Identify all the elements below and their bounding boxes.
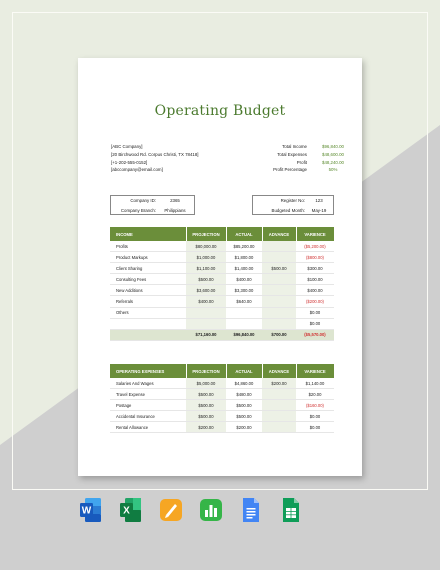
table-cell: $0.00 <box>296 318 334 329</box>
table-row <box>110 307 334 318</box>
summary-row <box>250 151 359 159</box>
table-cell: $1,800.00 <box>226 252 262 263</box>
word-letter: W <box>81 505 92 517</box>
row-label <box>110 318 186 329</box>
summary-label: Profit <box>296 159 307 165</box>
excel-icon[interactable] <box>120 497 142 523</box>
row-label: Travel Expense <box>110 389 186 400</box>
row-label: Product Markups <box>110 252 186 263</box>
column-header: PROJECTION <box>186 227 226 241</box>
info-value: Philippians <box>164 207 186 213</box>
total-cell: ($5,570.00) <box>296 329 334 340</box>
column-header: VARIENCE <box>296 227 334 241</box>
total-cell: $96,840.00 <box>226 329 262 340</box>
pages-icon[interactable] <box>160 497 182 523</box>
summary-row <box>250 159 359 167</box>
row-label: Salaries And Wages <box>110 378 186 389</box>
summary-value: 50% <box>328 167 338 173</box>
row-label: Rental Allowance <box>110 422 186 433</box>
summary-label: Total Income <box>282 144 307 149</box>
register-info-box <box>252 195 334 215</box>
table-cell: $80,000.00 <box>186 241 226 252</box>
google-sheets-icon[interactable] <box>280 497 302 523</box>
file-format-icons <box>0 497 440 527</box>
company-name: [ABC Company] <box>111 144 143 149</box>
table-row <box>110 318 334 329</box>
table-cell: $1,400.00 <box>226 263 262 274</box>
table-row <box>110 422 334 433</box>
table-cell <box>262 411 296 422</box>
row-label: Accidental Insurance <box>110 411 186 422</box>
table-cell: $0.00 <box>296 307 334 318</box>
total-cell <box>110 329 186 340</box>
info-label: Register No: <box>280 198 305 204</box>
table-cell <box>262 307 296 318</box>
column-header: VARIENCE <box>296 364 334 378</box>
table-cell <box>262 400 296 411</box>
numbers-icon[interactable] <box>200 497 222 523</box>
table-cell: $500.00 <box>226 411 262 422</box>
table-cell: $20.00 <box>296 389 334 400</box>
summary-value: $96,840.00 <box>322 144 344 149</box>
table-cell: ($800.00) <box>296 252 334 263</box>
company-email: [abccompany@email.com] <box>111 167 163 173</box>
column-header: ACTUAL <box>226 227 262 241</box>
summary-row <box>250 166 359 174</box>
table-cell: $480.00 <box>226 389 262 400</box>
summary-value: $48,600.00 <box>322 151 344 157</box>
total-cell: $700.00 <box>262 329 296 340</box>
table-cell: $1,000.00 <box>186 252 226 263</box>
table-cell: $4,860.00 <box>226 378 262 389</box>
info-value: May-19 <box>311 207 327 213</box>
table-cell: $3,600.00 <box>186 285 226 296</box>
table-row <box>110 274 334 285</box>
row-label: Consulting Fees <box>110 274 186 285</box>
total-row <box>110 329 334 340</box>
summary-label: Total Expenses <box>277 151 307 157</box>
table-cell <box>262 285 296 296</box>
company-info-box <box>110 195 195 215</box>
info-label: Company Branch: <box>120 207 156 213</box>
summary-label: Profit Percentage <box>273 167 307 173</box>
table-row <box>110 241 334 252</box>
table-cell: $400.00 <box>186 296 226 307</box>
google-docs-icon[interactable] <box>240 497 262 523</box>
table-cell <box>262 241 296 252</box>
info-label: Company ID: <box>130 198 156 204</box>
expenses-header-row <box>110 364 334 378</box>
table-cell <box>226 307 262 318</box>
table-cell: ($160.00) <box>296 400 334 411</box>
company-address: [20 Birchwood Rd. Corpus Christi, TX 78418] <box>111 151 199 157</box>
table-cell: $500.00 <box>186 389 226 400</box>
row-label: Client Sharing <box>110 263 186 274</box>
info-label: Budgeted Month: <box>271 207 305 213</box>
table-cell <box>262 296 296 307</box>
table-row <box>110 378 334 389</box>
document-title: Operating Budget <box>154 103 286 119</box>
word-icon[interactable] <box>80 497 102 523</box>
company-address-block <box>111 143 199 174</box>
table-cell: ($200.00) <box>296 296 334 307</box>
info-row <box>111 205 194 214</box>
table-row <box>110 263 334 274</box>
row-label: Profits <box>110 241 186 252</box>
table-cell: $400.00 <box>226 274 262 285</box>
row-label: Others <box>110 307 186 318</box>
excel-letter: X <box>123 505 130 517</box>
table-cell: $100.00 <box>296 274 334 285</box>
document-page <box>78 58 362 476</box>
column-header: ACTUAL <box>226 364 262 378</box>
table-cell: $3,300.00 <box>226 285 262 296</box>
row-label: New Additions <box>110 285 186 296</box>
table-row <box>110 252 334 263</box>
table-cell: $640.00 <box>226 296 262 307</box>
budget-summary <box>250 143 359 174</box>
income-header-row <box>110 227 334 241</box>
table-cell: $5,000.00 <box>186 378 226 389</box>
table-cell <box>262 389 296 400</box>
row-label: Postage <box>110 400 186 411</box>
summary-value: $48,240.00 <box>322 159 344 165</box>
table-row <box>110 389 334 400</box>
table-cell: $500.00 <box>262 263 296 274</box>
column-header: PROJECTION <box>186 364 226 378</box>
info-value: 123 <box>315 198 323 204</box>
table-cell <box>226 318 262 329</box>
table-cell: $400.00 <box>296 285 334 296</box>
table-cell: $0.00 <box>296 422 334 433</box>
table-cell: $1,140.00 <box>296 378 334 389</box>
table-cell: $1,100.00 <box>186 263 226 274</box>
company-phone: [+1-202-555-0152] <box>111 159 148 165</box>
table-cell: $200.00 <box>262 378 296 389</box>
table-row <box>110 411 334 422</box>
column-header: ADVANCE <box>262 227 296 241</box>
table-cell: $500.00 <box>186 274 226 285</box>
table-cell <box>262 274 296 285</box>
table-cell: $0.00 <box>296 411 334 422</box>
summary-row <box>250 143 359 151</box>
column-header: OPERATING EXPENSES <box>110 364 186 378</box>
info-row <box>253 196 333 205</box>
total-cell: $71,160.00 <box>186 329 226 340</box>
table-cell: $500.00 <box>186 411 226 422</box>
row-label: Referrals <box>110 296 186 307</box>
table-cell: $500.00 <box>226 400 262 411</box>
table-row <box>110 285 334 296</box>
info-row <box>253 205 333 214</box>
table-cell <box>186 318 226 329</box>
table-cell: $200.00 <box>226 422 262 433</box>
table-cell: ($5,200.00) <box>296 241 334 252</box>
column-header: ADVANCE <box>262 364 296 378</box>
info-row <box>111 196 194 205</box>
table-cell <box>186 307 226 318</box>
table-row <box>110 296 334 307</box>
table-cell <box>262 252 296 263</box>
table-cell: $300.00 <box>296 263 334 274</box>
income-table <box>110 227 335 341</box>
info-value: 2365 <box>170 198 180 204</box>
table-cell: $500.00 <box>186 400 226 411</box>
table-cell <box>262 422 296 433</box>
table-cell: $85,200.00 <box>226 241 262 252</box>
table-row <box>110 400 334 411</box>
table-cell <box>262 318 296 329</box>
table-cell: $200.00 <box>186 422 226 433</box>
expenses-table <box>110 364 335 433</box>
column-header: INCOME <box>110 227 186 241</box>
